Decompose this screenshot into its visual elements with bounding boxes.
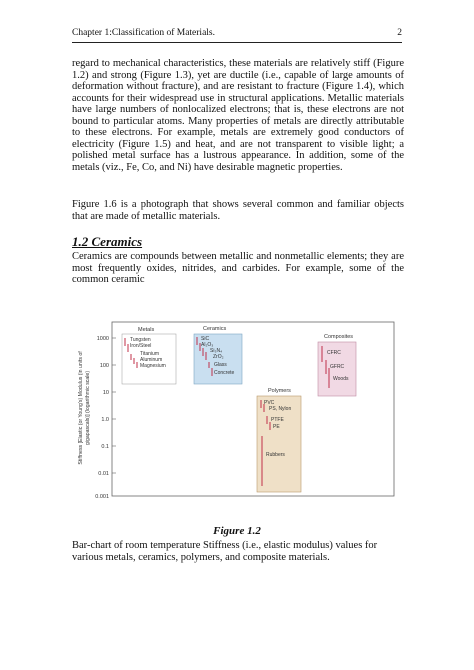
group-composites xyxy=(318,334,356,396)
ceramics-item-0: SiC xyxy=(201,336,210,342)
figure-caption-title: Figure 1.2 xyxy=(213,525,261,537)
composites-item-2: Woods xyxy=(333,376,349,382)
composites-title: Composites xyxy=(324,334,354,340)
composites-item-0: CFRC xyxy=(327,350,341,356)
polymers-item-3: PE xyxy=(273,424,280,430)
y-axis-label-line2: gigapascals)] (logarithmic scale) xyxy=(85,370,91,446)
group-metals xyxy=(122,327,176,384)
ytick-1: 1.0 xyxy=(101,417,109,423)
polymers-item-1: PS, Nylon xyxy=(269,406,292,412)
section-title-ceramics: 1.2 Ceramics xyxy=(72,234,143,249)
ceramics-item-4: Glass xyxy=(214,362,227,368)
metals-item-4: Magnesium xyxy=(140,363,166,369)
polymers-item-0: PVC xyxy=(264,400,275,406)
figure-graphic xyxy=(72,318,402,508)
figure-stiffness-chart xyxy=(72,318,402,508)
metals-item-1: Iron/Steel xyxy=(130,343,152,349)
ytick-100: 100 xyxy=(99,363,109,369)
ytick-0.01: 0.01 xyxy=(98,471,109,477)
ceramics-item-5: Concrete xyxy=(214,370,235,376)
metals-title: Metals xyxy=(138,327,155,333)
figure-caption: Bar-chart of room temperature Stiffness (i.e., elastic modulus) values for various metals, ceramics, polymers, and composite materials. xyxy=(72,540,378,563)
metals-item-0: Tungsten xyxy=(130,337,151,343)
page-number: 2 xyxy=(397,28,402,38)
ceramics-item-3: ZrO₂ xyxy=(213,354,224,360)
ytick-10: 10 xyxy=(102,390,109,396)
polymers-item-4: Rubbers xyxy=(266,452,285,458)
group-polymers xyxy=(257,388,301,492)
y-axis-label-line1: Stiffness [Elastic (or Young's) Modulus (in units of xyxy=(78,351,84,465)
polymers-title: Polymers xyxy=(268,388,291,394)
group-ceramics xyxy=(194,326,242,384)
paragraph-metals: regard to mechanical characteristics, these materials are relatively stiff (Figure 1.2) and strong (Figure 1.3), yet are ductile (i.e., capable of large amounts of deformation without fracture), and are resistant to fracture (Figure 1.4), which accounts for their widespread use in structural applications. Metallic materials have large numbers of nonlocalized electrons; that is, these electrons are not bound to particular atoms. Many properties of metals are directly attributable to these electrons. For example, metals are extremely good conductors of electricity (Figure 1.5) and heat, and are not transparent to visible light; a polished metal surface has a lustrous appearance. In addition, some of the metals (viz., Fe, Co, and Ni) have desirable magnetic properties. xyxy=(72,58,404,173)
ytick-0.1: 0.1 xyxy=(101,444,109,450)
paragraph-ceramics: Ceramics are compounds between metallic and nonmetallic elements; they are most frequently oxides, nitrides, and carbides. For example, some of the common ceramic xyxy=(72,251,404,285)
chapter-title: Chapter 1:Classification of Materials. xyxy=(72,28,215,38)
ytick-0.001: 0.001 xyxy=(95,494,109,500)
polymers-item-2: PTFE xyxy=(271,417,284,423)
ytick-1000: 1000 xyxy=(96,336,109,342)
metals-item-2: Titanium xyxy=(140,351,159,357)
ceramics-item-1: Al₂O₃ xyxy=(201,342,214,348)
page-header xyxy=(72,28,402,43)
composites-item-1: GFRC xyxy=(330,364,345,370)
ceramics-item-2: Si₃N₄ xyxy=(210,348,223,354)
paragraph-figure-ref: Figure 1.6 is a photograph that shows several common and familiar objects that are made of metallic materials. xyxy=(72,199,404,222)
ceramics-title: Ceramics xyxy=(203,326,227,332)
metals-item-3: Aluminum xyxy=(140,357,163,363)
